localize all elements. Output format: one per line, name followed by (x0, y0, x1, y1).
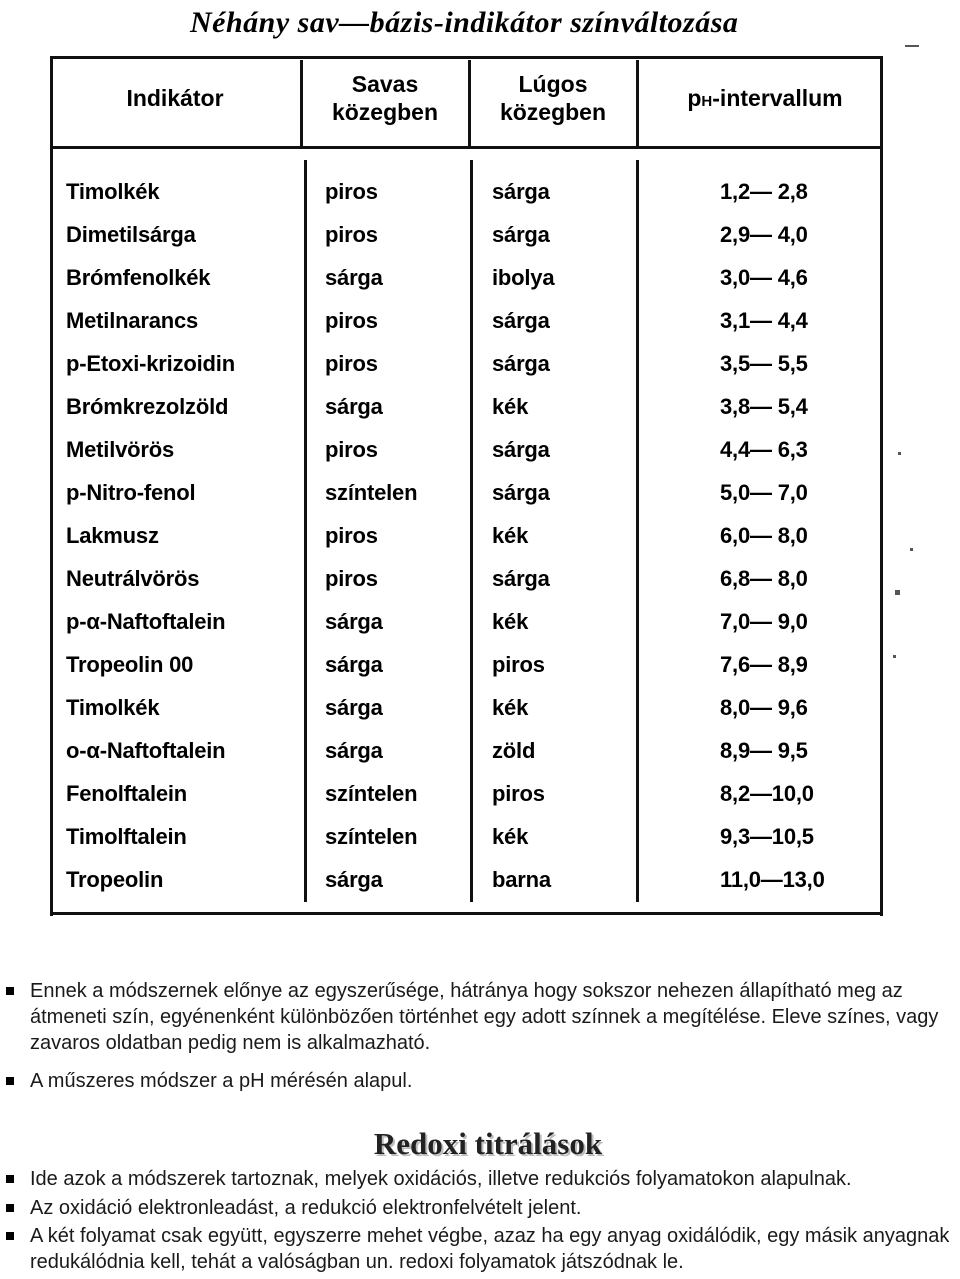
header-base-line2: közegben (499, 99, 607, 125)
cell-acid-color: piros (325, 179, 378, 204)
cell-acid-color: színtelen (325, 824, 418, 849)
cell-indicator: p-Etoxi-krizoidin (66, 351, 235, 376)
cell-acid-color: színtelen (325, 781, 418, 806)
cell-base-color: kék (492, 609, 529, 634)
cell-indicator: Tropeolin (66, 867, 164, 892)
cell-acid-color: sárga (325, 652, 383, 677)
header-acid-line2: közegben (331, 99, 439, 125)
cell-ph-range: 9,3—10,5 (720, 824, 814, 849)
cell-base-color: sárga (492, 308, 550, 333)
cell-ph-range: 3,0— 4,6 (720, 265, 808, 290)
header-ph-suffix: -intervallum (712, 85, 843, 111)
header-acid-line1: Savas (351, 71, 419, 97)
cell-acid-color: sárga (325, 738, 383, 763)
cell-ph-range: 1,2— 2,8 (720, 179, 808, 204)
cell-ph-range: 4,4— 6,3 (720, 437, 808, 462)
cell-indicator: o-α-Naftoftalein (66, 738, 226, 763)
cell-indicator: Metilvörös (66, 437, 175, 462)
cell-acid-color: piros (325, 308, 378, 333)
cell-base-color: kék (492, 695, 529, 720)
cell-indicator: Tropeolin 00 (66, 652, 194, 677)
cell-indicator: Lakmusz (66, 523, 159, 548)
bullet-text: Ide azok a módszerek tartoznak, melyek oxidációs, illetve redukciós folyamatokon alapulnak. (30, 1168, 852, 1190)
cell-acid-color: sárga (325, 394, 383, 419)
table-title: Néhány sav—bázis-indikátor színváltozása (190, 6, 739, 39)
cell-base-color: piros (492, 652, 545, 677)
cell-ph-range: 3,1— 4,4 (720, 308, 808, 333)
cell-base-color: sárga (492, 222, 550, 247)
bullet-square-icon (6, 1077, 14, 1085)
section-heading: Redoxi titrálások (373, 1126, 603, 1161)
cell-acid-color: sárga (325, 265, 383, 290)
cell-base-color: piros (492, 781, 545, 806)
cell-base-color: sárga (492, 179, 550, 204)
cell-ph-range: 6,8— 8,0 (720, 566, 808, 591)
cell-indicator: Fenolftalein (66, 781, 188, 806)
cell-indicator: p-α-Naftoftalein (66, 609, 226, 634)
header-ph-prefix: p (687, 85, 702, 111)
cell-base-color: kék (492, 523, 529, 548)
bullet-text: Az oxidáció elektronleadást, a redukció elektronfelvételt jelent. (30, 1197, 582, 1219)
bullet-text: Ennek a módszernek előnye az egyszerűsége, hátránya hogy sokszor nehezen állapítható meg az átmeneti szín, egyénenként különbözően történhet egy adott színnek a megítélése. Eleve színes, vagy zavaros oldatban pedig nem is alkalmazható. (30, 980, 939, 1054)
header-indicator: Indikátor (126, 85, 224, 111)
cell-ph-range: 7,0— 9,0 (720, 609, 808, 634)
cell-base-color: zöld (492, 738, 536, 763)
cell-ph-range: 7,6— 8,9 (720, 652, 808, 677)
cell-base-color: sárga (492, 437, 550, 462)
bullet-square-icon (6, 1232, 14, 1240)
cell-acid-color: sárga (325, 867, 383, 892)
cell-indicator: Neutrálvörös (66, 566, 200, 591)
cell-base-color: sárga (492, 480, 550, 505)
cell-base-color: kék (492, 824, 529, 849)
cell-ph-range: 3,8— 5,4 (720, 394, 808, 419)
bullet-square-icon (6, 987, 14, 995)
cell-acid-color: piros (325, 437, 378, 462)
header-base-line1: Lúgos (518, 71, 588, 97)
cell-acid-color: piros (325, 351, 378, 376)
header-ph-sub: H (701, 93, 713, 110)
cell-ph-range: 3,5— 5,5 (720, 351, 808, 376)
cell-indicator: Brómkrezolzöld (66, 394, 229, 419)
bullet-square-icon (6, 1175, 14, 1183)
cell-indicator: Timolkék (66, 695, 160, 720)
cell-indicator: Metilnarancs (66, 308, 199, 333)
cell-indicator: Timolkék (66, 179, 160, 204)
cell-ph-range: 11,0—13,0 (720, 867, 825, 892)
cell-indicator: p-Nitro-fenol (66, 480, 196, 505)
cell-ph-range: 8,9— 9,5 (720, 738, 808, 763)
cell-base-color: ibolya (492, 265, 555, 290)
cell-acid-color: sárga (325, 695, 383, 720)
cell-ph-range: 8,0— 9,6 (720, 695, 808, 720)
cell-ph-range: 2,9— 4,0 (720, 222, 808, 247)
cell-base-color: sárga (492, 566, 550, 591)
bullet-text: A műszeres módszer a pH mérésén alapul. (30, 1070, 413, 1092)
cell-indicator: Brómfenolkék (66, 265, 211, 290)
cell-ph-range: 5,0— 7,0 (720, 480, 808, 505)
cell-base-color: kék (492, 394, 529, 419)
bullet-square-icon (6, 1204, 14, 1212)
cell-indicator: Dimetilsárga (66, 222, 196, 247)
cell-ph-range: 6,0— 8,0 (720, 523, 808, 548)
cell-ph-range: 8,2—10,0 (720, 781, 814, 806)
cell-acid-color: piros (325, 222, 378, 247)
cell-acid-color: piros (325, 566, 378, 591)
cell-acid-color: piros (325, 523, 378, 548)
bullet-text: A két folyamat csak együtt, egyszerre mehet végbe, azaz ha egy anyag oxidálódik, egy másik anyagnak redukálódnia kell, tehát a valóságban un. redoxi folyamatok játszódnak le. (30, 1225, 950, 1273)
cell-base-color: barna (492, 867, 551, 892)
cell-acid-color: színtelen (325, 480, 418, 505)
cell-acid-color: sárga (325, 609, 383, 634)
cell-indicator: Timolftalein (66, 824, 187, 849)
cell-base-color: sárga (492, 351, 550, 376)
